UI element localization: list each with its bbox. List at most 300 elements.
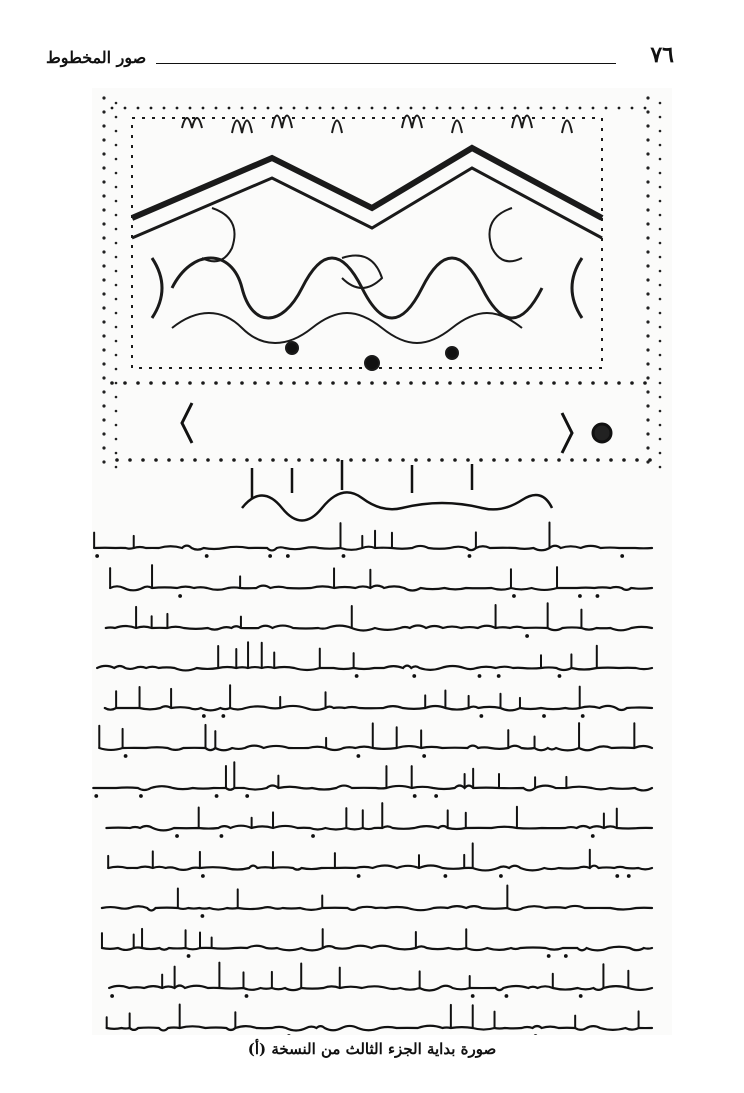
frame-dot [102,460,105,463]
ink-dot [342,555,345,558]
frame-dot [102,320,105,323]
frame-dot [362,458,366,462]
frame-dot [488,107,491,110]
frame-dot [531,458,535,462]
frame-dot [115,172,118,175]
ink-dot [215,795,218,798]
ink-dot [286,555,289,558]
frame-dot [659,130,662,133]
ink-dot [246,795,249,798]
frame-dot [371,107,374,110]
frame-dot [102,306,105,309]
figure-caption: صورة بداية الجزء الثالث من النسخة (أ) [247,1040,497,1058]
page-header [38,42,684,72]
frame-dot [435,381,439,385]
frame-dot [331,381,335,385]
frame-dot [180,458,184,462]
frame-dot [102,404,105,407]
frame-dot [659,116,662,119]
ink-dot [222,715,225,718]
frame-dot [115,368,118,371]
frame-dot [102,278,105,281]
frame-dot [201,381,205,385]
ink-dot [179,595,182,598]
frame-dot [293,107,296,110]
frame-dot [646,222,649,225]
frame-dot [659,144,662,147]
ink-line [110,586,652,591]
frame-dot [232,458,236,462]
ink-dot [505,995,508,998]
ink-dot [355,675,358,678]
frame-dot [102,138,105,141]
ink-dot [413,675,416,678]
frame-dot [487,381,491,385]
ink-dot [245,995,248,998]
frame-dot [241,107,244,110]
frame-dot [227,381,231,385]
frame-dot [422,381,426,385]
frame-dot [292,381,296,385]
frame-dot [659,438,662,441]
frame-dot [659,452,662,455]
frame-dot [154,458,158,462]
frame-dot [115,116,118,119]
frame-dot [279,381,283,385]
ink-dot [423,755,426,758]
ink-dot [201,915,204,918]
ink-dot [413,795,416,798]
frame-dot [102,418,105,421]
side-brackets [182,403,611,453]
ink-dot [111,995,114,998]
frame-dot [102,180,105,183]
ink-dot [312,835,315,838]
frame-dot [646,446,649,449]
frame-dot [357,381,361,385]
frame-dot [102,250,105,253]
frame-dot [310,458,314,462]
frame-dot [592,107,595,110]
frame-dot [115,200,118,203]
ink-line [108,866,652,871]
frame-dot [500,381,504,385]
frame-dot [646,404,649,407]
frame-dot [659,186,662,189]
frame-dot [659,326,662,329]
frame-dot [646,320,649,323]
ink-dot [269,555,272,558]
dot-bands [110,107,652,462]
frame-dot [462,107,465,110]
frame-dot [631,107,634,110]
frame-dot [163,107,166,110]
ink-dot [357,875,360,878]
ink-dot [124,755,127,758]
frame-dot [128,458,132,462]
ink-dot [627,875,630,878]
ink-dot [621,555,624,558]
frame-dot [115,158,118,161]
ink-line [107,1026,652,1031]
frame-dot [646,292,649,295]
frame-dot [162,381,166,385]
frame-dot [409,381,413,385]
frame-dot [648,458,652,462]
frame-dot [124,107,127,110]
ink-line [99,746,652,751]
frame-dot [553,107,556,110]
frame-dot [115,382,118,385]
ink-dot [95,795,98,798]
frame-dot [659,214,662,217]
frame-dot [150,107,153,110]
frame-dot [659,172,662,175]
frame-dot [513,381,517,385]
frame-dot [344,381,348,385]
frame-dot [115,228,118,231]
frame-dot [323,458,327,462]
ink-dot [558,675,561,678]
frame-dot [635,458,639,462]
frame-dot [102,292,105,295]
frame-dot [646,236,649,239]
frame-dot [397,107,400,110]
ink-line [97,666,652,671]
frame-dot [102,432,105,435]
frame-dot [115,144,118,147]
frame-dot [271,458,275,462]
frame-dot [115,354,118,357]
frame-dot [527,107,530,110]
ink-line [94,546,652,551]
frame-dot [115,130,118,133]
frame-dot [643,381,647,385]
frame-dot [659,312,662,315]
frame-dot [565,381,569,385]
frame-dot [188,381,192,385]
frame-dot [115,102,118,105]
frame-dot [102,124,105,127]
frame-dot [115,186,118,189]
ornament-panel [132,116,602,371]
frame-dot [448,381,452,385]
frame-dot [659,410,662,413]
ink-dot [596,595,599,598]
frame-dot [115,214,118,217]
frame-dot [501,107,504,110]
basmala-line [242,460,552,521]
frame-dot [167,458,171,462]
frame-dot [102,376,105,379]
frame-dot [115,312,118,315]
frame-dot [206,458,210,462]
frame-dot [202,107,205,110]
frame-dot [646,124,649,127]
frame-dot [646,334,649,337]
frame-dot [609,458,613,462]
frame-dot [518,458,522,462]
frame-dot [345,107,348,110]
ink-dot [202,715,205,718]
page-number: ٧٦ [650,42,674,68]
frame-dot [102,334,105,337]
frame-dot [659,102,662,105]
frame-dot [646,306,649,309]
frame-dot [115,438,118,441]
frame-dot [115,396,118,399]
ink-line [106,826,652,831]
frame-dot [659,284,662,287]
ink-dot [478,675,481,678]
ink-dot [468,555,471,558]
frame-dot [646,96,649,99]
ink-dot [140,795,143,798]
frame-dot [659,424,662,427]
frame-dot [461,381,465,385]
frame-dot [570,458,574,462]
header-rule [156,63,616,64]
frame-dot [228,107,231,110]
frame-dot [102,110,105,113]
frame-dot [102,446,105,449]
ink-dot [564,955,567,958]
frame-dot [646,376,649,379]
frame-dot [646,278,649,281]
frame-dot [579,107,582,110]
frame-dot [115,466,118,469]
frame-dot [479,458,483,462]
frame-dot [646,138,649,141]
frame-dot [646,110,649,113]
frame-dot [659,256,662,259]
frame-dot [583,458,587,462]
frame-dot [659,396,662,399]
frame-dot [396,381,400,385]
frame-dot [646,362,649,365]
ink-dot [205,555,208,558]
frame-dot [123,381,127,385]
frame-dot [215,107,218,110]
frame-dot [254,107,257,110]
frame-dot [219,458,223,462]
frame-dot [214,381,218,385]
ink-dot [176,835,179,838]
frame-dot [414,458,418,462]
frame-dot [266,381,270,385]
frame-dot [659,298,662,301]
ink-dot [581,715,584,718]
frame-dot [319,107,322,110]
ink-dot [526,635,529,638]
frame-dot [659,158,662,161]
ink-line [93,786,652,791]
frame-dot [137,107,140,110]
frame-dot [297,458,301,462]
ink-dot [497,675,500,678]
frame-dot [646,348,649,351]
frame-dot [605,107,608,110]
frame-dot [375,458,379,462]
frame-dot [646,194,649,197]
frame-dot [646,166,649,169]
frame-dot [591,381,595,385]
frame-dot [115,424,118,427]
frame-dot [646,264,649,267]
ink-line [102,946,652,951]
frame-dot [646,180,649,183]
frame-dot [102,194,105,197]
frame-dot [646,208,649,211]
frame-dot [646,418,649,421]
ink-dot [444,875,447,878]
frame-dot [436,107,439,110]
frame-dot [514,107,517,110]
frame-dot [557,458,561,462]
section-title: صور المخطوط [46,48,147,67]
frame-dot [659,200,662,203]
frame-dot [332,107,335,110]
frame-dot [659,354,662,357]
frame-dot [111,107,114,110]
frame-dot [189,107,192,110]
frame-dot [370,381,374,385]
manuscript-image [92,88,672,1035]
ink-dot [547,955,550,958]
frame-dot [115,284,118,287]
frame-dot [280,107,283,110]
frame-dot [659,228,662,231]
frame-dot [644,107,647,110]
ink-dot [579,995,582,998]
frame-dot [102,166,105,169]
frame-dot [115,242,118,245]
frame-dot [358,107,361,110]
frame-dot [258,458,262,462]
frame-dot [175,381,179,385]
frame-dot [267,107,270,110]
ink-dot [513,595,516,598]
frame-dot [646,432,649,435]
frame-dot [539,381,543,385]
frame-dot [115,410,118,413]
frame-dot [659,242,662,245]
frame-dot [306,107,309,110]
frame-dot [466,458,470,462]
frame-dot [149,381,153,385]
frame-dot [659,340,662,343]
frame-dot [646,152,649,155]
frame-dot [604,381,608,385]
frame-dot [102,264,105,267]
frame-dot [449,107,452,110]
frame-dot [578,381,582,385]
frame-dot [336,458,340,462]
frame-dot [115,326,118,329]
ink-dot [579,595,582,598]
frame-dot [618,107,621,110]
handwritten-lines [93,522,652,1035]
ink-dot [500,875,503,878]
frame-dot [115,458,119,462]
frame-dot [474,381,478,385]
frame-dot [540,107,543,110]
frame-dot [284,458,288,462]
frame-dot [102,152,105,155]
ink-line [105,706,652,711]
ink-dot [480,715,483,718]
manuscript-drawing [92,88,672,1035]
frame-dot [102,96,105,99]
ink-dot [616,875,619,878]
frame-dot [245,458,249,462]
frame-dot [505,458,509,462]
frame-dot [115,340,118,343]
ink-line [106,626,652,631]
frame-dot [596,458,600,462]
frame-dot [630,381,634,385]
frame-dot [492,458,496,462]
frame-dot [423,107,426,110]
frame-dot [440,458,444,462]
frame-dot [453,458,457,462]
frame-dot [410,107,413,110]
frame-dot [427,458,431,462]
ink-dot [471,995,474,998]
frame-dot [102,362,105,365]
frame-dot [659,466,662,469]
frame-dot [102,390,105,393]
ink-line [109,986,652,991]
frame-dot [617,381,621,385]
frame-dot [102,348,105,351]
frame-dot [659,270,662,273]
ink-dot [357,755,360,758]
frame-dot [102,222,105,225]
ink-dot [96,555,99,558]
frame-dot [115,298,118,301]
frame-dot [136,381,140,385]
frame-dot [552,381,556,385]
frame-dot [349,458,353,462]
frame-dot [102,236,105,239]
frame-dot [388,458,392,462]
frame-dot [141,458,145,462]
frame-dot [646,390,649,393]
frame-dot [115,270,118,273]
frame-dot [305,381,309,385]
frame-dot [115,256,118,259]
frame-dot [659,382,662,385]
ink-line [102,906,652,911]
frame-dot [646,250,649,253]
frame-dot [240,381,244,385]
frame-dot [566,107,569,110]
frame-dot [383,381,387,385]
frame-dot [622,458,626,462]
frame-dot [401,458,405,462]
frame-dot [115,452,118,455]
frame-dot [102,208,105,211]
frame-dot [475,107,478,110]
ink-dot [591,835,594,838]
ink-dot [220,835,223,838]
frame-dot [176,107,179,110]
frame-dot [659,368,662,371]
frame-dot [253,381,257,385]
frame-dot [384,107,387,110]
frame-dot [526,381,530,385]
